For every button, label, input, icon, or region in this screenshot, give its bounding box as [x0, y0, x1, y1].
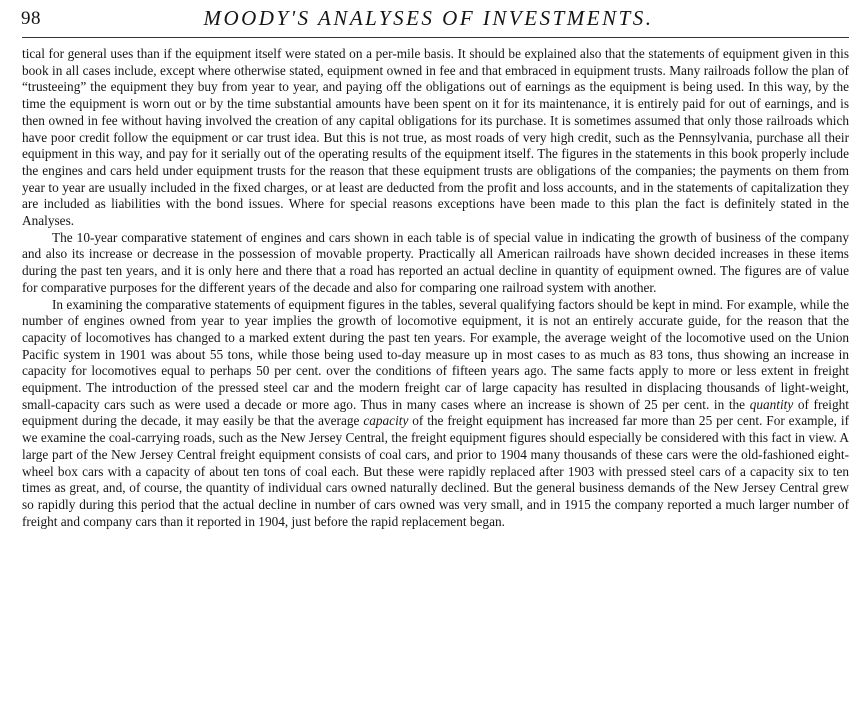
paragraph-text: tical for general uses than if the equipment itself were stated on a per-mile basis. It should be explained also that the statements of equipment given in this book in all cases include, except where otherwise stated, equipment owned in fee and that embraced in equipment trusts. Many railroads follow the plan of “trusteeing” the equipment they buy from year to year, and paying off the obligations out of earnings as the equipment is being used. In this way, by the time the equipment is worn out or by the time substantial amounts have been spent on it for its maintenance, it is entirely paid for out of earnings, and is then owned in fee without having involved the creation of any capital obligations for its purchase. It is sometimes assumed that only those railroads which have poor credit follow the equipment or car trust idea. But this is not true, as most roads of very high credit, such as the Pennsylvania, purchase all their equipment in this way, and pay for it serially out of the operating results of the equipment itself. The figures in the statements in this book properly include the engines and cars held under equipment trusts for the reason that these equipment trusts are obligations of the companies; the payments on them from year to year are usually included in the fixed charges, or at least are deducted from the profit and loss accounts, and in the statements of capitalization they are included as liabilities with the bond issues. Where for special reasons exceptions have been made to this plan the fact is definitely stated in the Analyses. [22, 46, 849, 229]
paragraph-text: of freight equipment during the decade, it may easily be that the average [22, 396, 849, 429]
paragraph-continued [22, 46, 849, 230]
paragraph [22, 297, 849, 531]
paragraph [22, 230, 849, 297]
page-header [0, 0, 857, 42]
running-title: MOODY'S ANALYSES OF INVESTMENTS. [203, 6, 654, 30]
paragraph-text: The 10-year comparative statement of engines and cars shown in each table is of special value in indicating the growth of business of the company and also its increase or decrease in the possession of movable property. Practically all American railroads have shown decided increases in these items during the past ten years, and it is only here and there that a road has reported an actual decline in quantity of equipment owned. The figures are of value for comparative purposes for the different years of the decade and also for comparing one railroad system with another. [22, 229, 849, 295]
paragraph-text: In examining the comparative statements of equipment figures in the tables, several qualifying factors should be kept in mind. For example, while the number of engines owned from year to year implies the growth of locomotive equipment, it is not an entirely accurate guide, for the reason that the capacity of locomotives has changed to a marked extent during the past ten years. For example, the average weight of the locomotive used on the Union Pacific system in 1901 was about 55 tons, while those being used to-day measure up in most cases to as much as 83 tons, thus showing an increase in capacity for locomotives equal to perhaps 50 per cent. over the conditions of fifteen years ago. The same facts apply to more or less extent in freight equipment. The introduction of the pressed steel car and the modern freight car of large capacity has resulted in displacing thousands of light-weight, small-capacity cars such as were used a decade or more ago. Thus in many cases where an increase is shown of 25 per cent. in the [22, 296, 849, 412]
page-number: 98 [21, 8, 41, 29]
italic-word-quantity: quantity [749, 396, 794, 412]
header-rule [22, 37, 849, 38]
italic-word-capacity: capacity [363, 413, 409, 429]
paragraph-text: of the freight equipment has increased far more than 25 per cent. For example, if we examine the coal-carrying roads, such as the New Jersey Central, the freight equipment figures should especially be considered with this fact in view. A large part of the New Jersey Central freight equipment consists of coal cars, and prior to 1904 many thousands of these cars were the old-fashioned eight-wheel box cars with a capacity of about ten tons of coal each. But these were rapidly replaced after 1903 with pressed steel cars of a capacity six to ten times as great, and, of course, the quantity of individual cars owned naturally declined. But the general business demands of the New Jersey Central grew so rapidly during this period that the actual decline in number of cars owned was very small, and in 1915 the company reported a much larger number of freight and company cars than it reported in 1904, just before the rapid replacement began. [22, 413, 850, 529]
body-text [22, 46, 849, 530]
